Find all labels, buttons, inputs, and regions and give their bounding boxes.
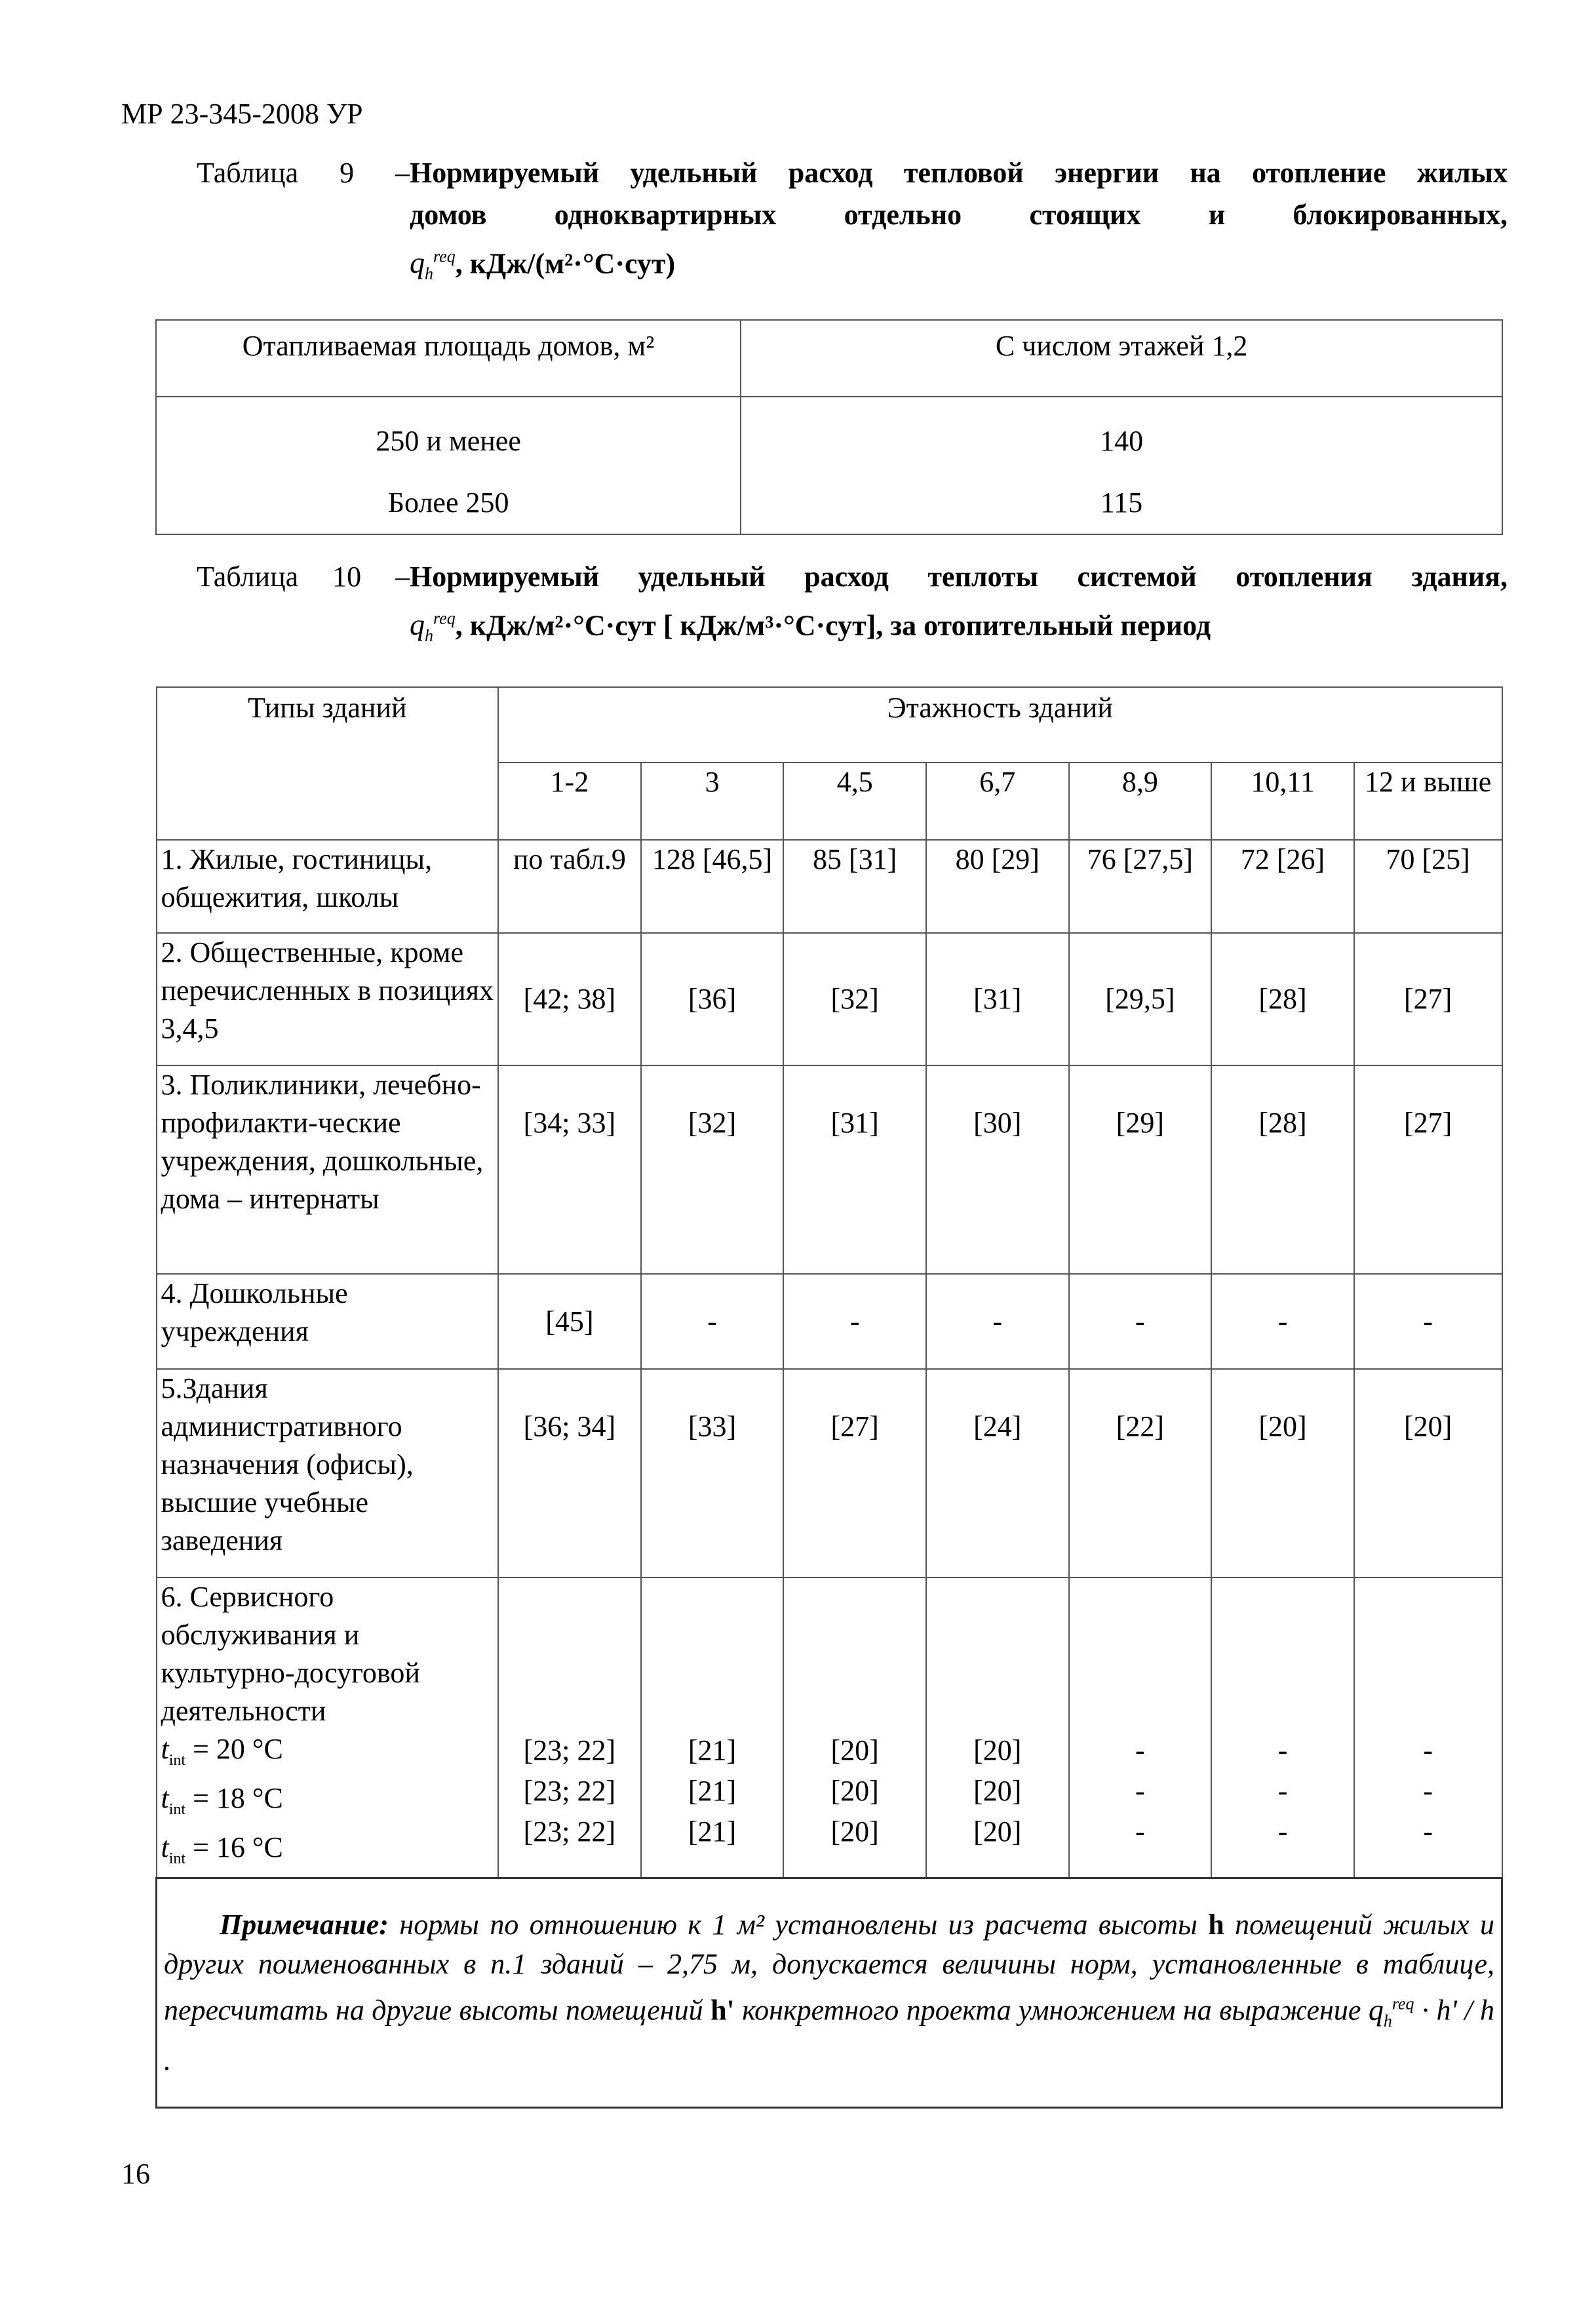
table10-label: Таблица 10 – — [197, 561, 410, 593]
table-cell: - - - — [1211, 1577, 1354, 1878]
table-cell: [21] [21] [21] — [641, 1577, 784, 1878]
tint-row: $t_{int} = 16$ °С — [161, 1831, 283, 1867]
table-cell: 76 [27,5] — [1069, 840, 1212, 933]
note-text-1: нормы по отношению к 1 м² установлены из расчета высоты — [399, 1909, 1197, 1941]
temperature-value: = 16 °С — [193, 1831, 283, 1863]
table-cell: [32] — [641, 1065, 784, 1274]
table9-caption — [197, 152, 1508, 296]
page-number: 16 — [121, 2158, 150, 2190]
note-text-3: конкретного проекта умножением на выражение — [742, 1994, 1361, 2027]
table9-units: , кДж/(м²·°С·сут) — [455, 247, 676, 280]
floor-header: 10,11 — [1211, 763, 1354, 840]
table-cell: - — [783, 1274, 926, 1369]
table-cell: [20] — [1354, 1369, 1502, 1577]
row-type: 3. Поликлиники, лечебно-профилакти-ческие учреждения, дошкольные, дома – интернаты — [157, 1065, 499, 1274]
row-type: 5.Здания административного назначения (офисы), высшие учебные заведения — [157, 1369, 499, 1577]
table-cell: 72 [26] — [1211, 840, 1354, 933]
table9-title-line2: домов одноквартирных отдельно стоящих и блокированных, — [410, 199, 1508, 231]
table-row — [157, 1878, 1502, 2108]
table9-area-column — [156, 397, 741, 534]
table-cell: 115 — [1100, 486, 1143, 519]
table-cell: [27] — [1354, 933, 1502, 1065]
tint-row: $t_{int} = 18$ °С — [161, 1781, 283, 1818]
table-cell: Более 250 — [387, 486, 509, 519]
table9-header-area: Отапливаемая площадь домов, м² — [156, 320, 741, 397]
table-cell: [20] — [1211, 1369, 1354, 1577]
table10-units: , кДж/м²·°С·сут [ кДж/м³·°С·сут], за отопительный период — [455, 609, 1211, 642]
table9-title-line1: Нормируемый удельный расход тепловой энергии на отопление жилых — [410, 157, 1508, 189]
table-cell: [20] [20] [20] — [926, 1577, 1069, 1878]
table-cell: 250 и менее — [376, 425, 521, 457]
floor-header: 12 и выше — [1354, 763, 1502, 840]
table-cell: по табл.9 — [498, 840, 641, 933]
table10-caption — [197, 556, 1508, 658]
table-cell: [28] — [1211, 1065, 1354, 1274]
table-cell: [33] — [641, 1369, 784, 1577]
table-row — [157, 933, 1502, 1065]
table-cell: [30] — [926, 1065, 1069, 1274]
table-row — [157, 1274, 1502, 1369]
table-cell: [42; 38] — [498, 933, 641, 1065]
note-h: h — [1208, 1909, 1224, 1941]
row6-type-text: 6. Сервисного обслуживания и культурно-досуговой деятельности — [161, 1581, 420, 1727]
table-cell: 85 [31] — [783, 840, 926, 933]
table-cell: - - - — [1069, 1577, 1212, 1878]
floor-header: 1-2 — [498, 763, 641, 840]
temperature-value: = 20 °С — [193, 1733, 283, 1765]
table-cell: [24] — [926, 1369, 1069, 1577]
table-cell: [29,5] — [1069, 933, 1212, 1065]
table-row — [157, 840, 1502, 933]
table10-title-line1: Нормируемый удельный расход теплоты системой отопления здания, — [410, 561, 1508, 593]
table-cell: [32] — [783, 933, 926, 1065]
table-cell: - - - — [1354, 1577, 1502, 1878]
table-cell: 128 [46,5] — [641, 840, 784, 933]
document-code: МР 23-345-2008 УР — [121, 98, 363, 130]
tint-row: $t_{int} = 20$ °С — [161, 1733, 283, 1769]
table10-note — [157, 1878, 1502, 2108]
q-symbol: $q_h^{req}$ — [1368, 1993, 1414, 2031]
table9 — [155, 319, 1503, 535]
table9-value-column — [741, 397, 1502, 534]
q-symbol: $q_h^{req}$ — [410, 608, 456, 646]
table-cell: [22] — [1069, 1369, 1212, 1577]
row-type: 1. Жилые, гостиницы, общежития, школы — [157, 840, 499, 933]
row-type: 4. Дошкольные учреждения — [157, 1274, 499, 1369]
row-type: 2. Общественные, кроме перечисленных в позициях 3,4,5 — [157, 933, 499, 1065]
table10 — [155, 686, 1503, 2109]
table-row — [157, 1369, 1502, 1577]
table-cell: [34; 33] — [498, 1065, 641, 1274]
table-cell: - — [1354, 1274, 1502, 1369]
table-cell: [27] — [1354, 1065, 1502, 1274]
table-cell: - — [926, 1274, 1069, 1369]
table-row — [157, 1065, 1502, 1274]
floor-header: 3 — [641, 763, 784, 840]
table10-header-types: Типы зданий — [157, 687, 499, 840]
row-type — [157, 1577, 499, 1878]
table-cell: [31] — [783, 1065, 926, 1274]
table-cell: - — [641, 1274, 784, 1369]
table-cell: - — [1069, 1274, 1212, 1369]
table9-label: Таблица 9 – — [197, 157, 410, 189]
table-cell: 80 [29] — [926, 840, 1069, 933]
table-row — [157, 1577, 1502, 1878]
table10-header-floors: Этажность зданий — [498, 687, 1502, 763]
note-text-2: помещений жилых и других поименованных в п.1 зданий – 2,75 м, допускается величины норм, установленные в таблице, пересчитать на другие высоты помещений — [164, 1909, 1495, 2027]
floor-header: 4,5 — [783, 763, 926, 840]
table-cell: [45] — [498, 1274, 641, 1369]
floor-header: 6,7 — [926, 763, 1069, 840]
note-label: Примечание: — [220, 1909, 389, 1941]
table9-header-floors: С числом этажей 1,2 — [741, 320, 1502, 397]
table-cell: [31] — [926, 933, 1069, 1065]
table10-units-line — [197, 598, 1508, 658]
note-h-prime: h' — [710, 1994, 735, 2027]
floor-header: 8,9 — [1069, 763, 1212, 840]
table-cell: [29] — [1069, 1065, 1212, 1274]
table-cell: [20] [20] [20] — [783, 1577, 926, 1878]
table-cell: 70 [25] — [1354, 840, 1502, 933]
table-cell: [36; 34] — [498, 1369, 641, 1577]
q-symbol: $q_h^{req}$ — [410, 246, 456, 284]
table-cell: [36] — [641, 933, 784, 1065]
table9-units-line — [197, 236, 1508, 296]
table-cell: [28] — [1211, 933, 1354, 1065]
note-formula: · h' / h . — [164, 1994, 1495, 2076]
temperature-value: = 18 °С — [193, 1781, 283, 1814]
table-cell: [23; 22] [23; 22] [23; 22] — [498, 1577, 641, 1878]
table-cell: 140 — [1100, 425, 1144, 457]
table-cell: [27] — [783, 1369, 926, 1577]
table-cell: - — [1211, 1274, 1354, 1369]
